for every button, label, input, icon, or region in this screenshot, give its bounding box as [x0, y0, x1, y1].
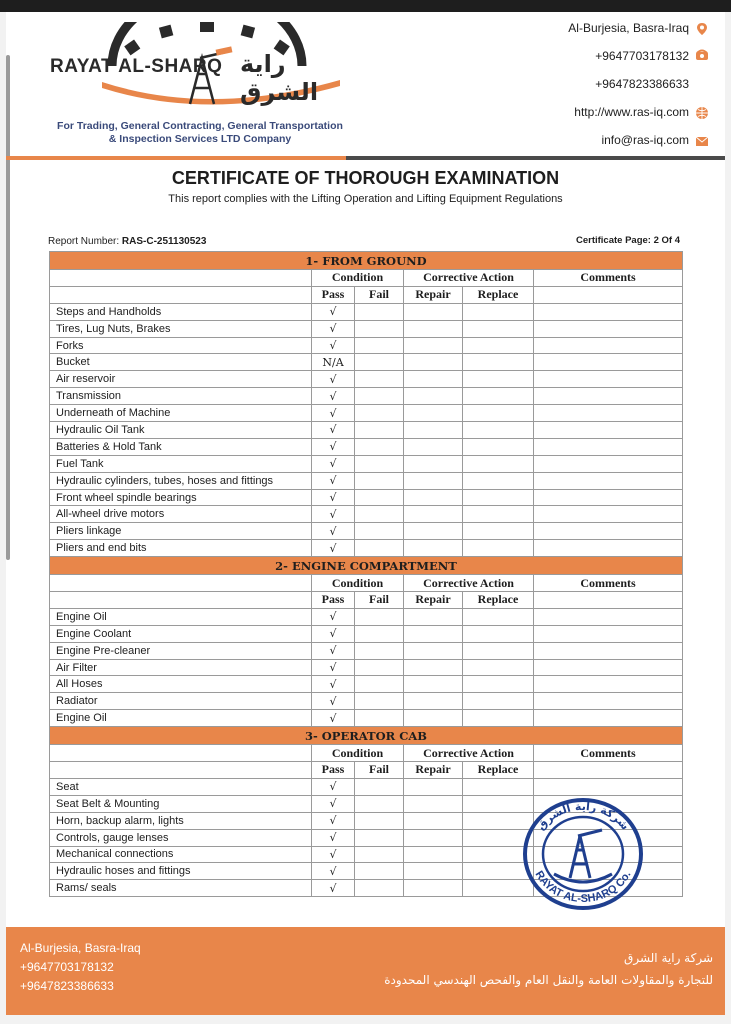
comments-cell [534, 608, 683, 625]
repair-cell [404, 405, 463, 422]
blank-header-cell [50, 270, 312, 287]
item-name: Air Filter [50, 659, 312, 676]
pass-cell: √ [312, 829, 355, 846]
fail-cell [355, 438, 404, 455]
comments-cell [534, 388, 683, 405]
globe-icon [695, 106, 709, 120]
repair-cell [404, 506, 463, 523]
fail-cell [355, 506, 404, 523]
replace-cell [463, 693, 534, 710]
table-row [50, 371, 683, 388]
comments-cell [534, 489, 683, 506]
item-name: Front wheel spindle bearings [50, 489, 312, 506]
item-name: Hydraulic hoses and fittings [50, 863, 312, 880]
top-bar [0, 0, 731, 12]
table-row [50, 625, 683, 642]
replace-cell [463, 472, 534, 489]
replace-cell [463, 422, 534, 439]
blank-header-cell [50, 286, 312, 303]
item-name: Air reservoir [50, 371, 312, 388]
repair-cell [404, 795, 463, 812]
fail-cell [355, 829, 404, 846]
section-header-row [50, 252, 683, 270]
phone-icon [695, 48, 709, 62]
item-name: Radiator [50, 693, 312, 710]
item-name: Seat [50, 778, 312, 795]
pass-cell: √ [312, 472, 355, 489]
replace-cell [463, 608, 534, 625]
comments-cell [534, 438, 683, 455]
item-name: Tires, Lug Nuts, Brakes [50, 320, 312, 337]
fail-cell [355, 642, 404, 659]
replace-header: Replace [463, 592, 534, 609]
replace-cell [463, 676, 534, 693]
contact-phone-2: +9647823386633 [595, 77, 689, 91]
replace-cell [463, 354, 534, 371]
repair-cell [404, 472, 463, 489]
pass-header: Pass [312, 286, 355, 303]
company-stamp [518, 794, 648, 914]
table-row [50, 659, 683, 676]
comments-cell [534, 642, 683, 659]
fail-cell [355, 625, 404, 642]
fail-cell [355, 455, 404, 472]
fail-cell [355, 489, 404, 506]
logo-text-ar: راية الشرق [240, 50, 319, 106]
item-name: Hydraulic cylinders, tubes, hoses and fittings [50, 472, 312, 489]
pass-cell: √ [312, 778, 355, 795]
repair-cell [404, 438, 463, 455]
item-name: Mechanical connections [50, 846, 312, 863]
comments-cell [534, 710, 683, 727]
contact-website[interactable]: http://www.ras-iq.com [574, 105, 689, 119]
fail-cell [355, 388, 404, 405]
pass-cell: √ [312, 659, 355, 676]
comments-cell [534, 540, 683, 557]
item-name: Engine Oil [50, 608, 312, 625]
corrective-action-header: Corrective Action [404, 270, 534, 287]
item-name: Pliers linkage [50, 523, 312, 540]
comments-cell [534, 337, 683, 354]
repair-header: Repair [404, 286, 463, 303]
repair-header: Repair [404, 762, 463, 779]
repair-cell [404, 880, 463, 897]
pass-cell: √ [312, 812, 355, 829]
comments-cell [534, 506, 683, 523]
document-subtitle: This report complies with the Lifting Operation and Lifting Equipment Regulations [168, 193, 563, 205]
replace-cell [463, 320, 534, 337]
replace-cell [463, 710, 534, 727]
tagline-line-1: For Trading, General Contracting, General Transportation [57, 120, 343, 132]
pass-cell: √ [312, 846, 355, 863]
item-name: Transmission [50, 388, 312, 405]
item-name: Seat Belt & Mounting [50, 795, 312, 812]
footer-company-ar [384, 947, 713, 991]
pass-cell: N/A [312, 354, 355, 371]
comments-blank-cell [534, 286, 683, 303]
column-group-row [50, 270, 683, 287]
repair-cell [404, 659, 463, 676]
item-name: Underneath of Machine [50, 405, 312, 422]
table-row [50, 455, 683, 472]
fail-cell [355, 846, 404, 863]
table-row [50, 438, 683, 455]
corrective-action-header: Corrective Action [404, 745, 534, 762]
repair-cell [404, 337, 463, 354]
condition-header: Condition [312, 270, 404, 287]
repair-cell [404, 354, 463, 371]
pass-cell: √ [312, 625, 355, 642]
comments-cell [534, 625, 683, 642]
table-row [50, 489, 683, 506]
pass-cell: √ [312, 523, 355, 540]
repair-cell [404, 608, 463, 625]
contact-email[interactable]: info@ras-iq.com [601, 133, 689, 147]
item-name: Horn, backup alarm, lights [50, 812, 312, 829]
location-icon [695, 22, 709, 36]
contact-address: Al-Burjesia, Basra-Iraq [568, 21, 689, 35]
comments-cell [534, 455, 683, 472]
fail-header: Fail [355, 762, 404, 779]
repair-cell [404, 846, 463, 863]
pass-cell: √ [312, 303, 355, 320]
pass-cell: √ [312, 795, 355, 812]
company-tagline [50, 120, 350, 146]
table-row [50, 472, 683, 489]
pass-cell: √ [312, 438, 355, 455]
table-row [50, 320, 683, 337]
comments-cell [534, 693, 683, 710]
item-name: Bucket [50, 354, 312, 371]
replace-cell [463, 659, 534, 676]
repair-cell [404, 693, 463, 710]
repair-cell [404, 371, 463, 388]
replace-cell [463, 642, 534, 659]
mail-icon [695, 134, 709, 148]
column-sub-row [50, 592, 683, 609]
table-row [50, 337, 683, 354]
repair-cell [404, 676, 463, 693]
footer-ar-name: شركة راية الشرق [624, 951, 713, 965]
item-name: Steps and Handholds [50, 303, 312, 320]
replace-cell [463, 371, 534, 388]
blank-header-cell [50, 745, 312, 762]
comments-cell [534, 778, 683, 795]
fail-cell [355, 405, 404, 422]
repair-cell [404, 642, 463, 659]
tagline-line-2: & Inspection Services LTD Company [108, 133, 292, 145]
corrective-action-header: Corrective Action [404, 575, 534, 592]
pass-cell: √ [312, 880, 355, 897]
fail-cell [355, 337, 404, 354]
company-logo [50, 22, 350, 118]
repair-cell [404, 778, 463, 795]
item-name: Fuel Tank [50, 455, 312, 472]
fail-cell [355, 523, 404, 540]
table-row [50, 608, 683, 625]
repair-cell [404, 455, 463, 472]
condition-header: Condition [312, 575, 404, 592]
pass-cell: √ [312, 642, 355, 659]
replace-cell [463, 489, 534, 506]
table-row [50, 354, 683, 371]
pass-cell: √ [312, 337, 355, 354]
fail-cell [355, 880, 404, 897]
replace-cell [463, 388, 534, 405]
comments-blank-cell [534, 592, 683, 609]
fail-header: Fail [355, 286, 404, 303]
column-group-row [50, 745, 683, 762]
item-name: All Hoses [50, 676, 312, 693]
pass-cell: √ [312, 455, 355, 472]
table-row [50, 523, 683, 540]
footer-address: Al-Burjesia, Basra-Iraq [20, 941, 141, 955]
section-header-row [50, 727, 683, 745]
comments-header: Comments [534, 270, 683, 287]
blank-header-cell [50, 575, 312, 592]
pass-cell: √ [312, 608, 355, 625]
footer-ar-desc: للتجارة والمقاولات العامة والنقل العام والفحص الهندسي المحدودة [384, 973, 713, 987]
repair-cell [404, 829, 463, 846]
column-sub-row [50, 286, 683, 303]
fail-cell [355, 710, 404, 727]
report-number-value: RAS-C-251130523 [121, 236, 207, 247]
table-row [50, 388, 683, 405]
item-name: Engine Oil [50, 710, 312, 727]
replace-cell [463, 540, 534, 557]
replace-cell [463, 625, 534, 642]
comments-cell [534, 405, 683, 422]
table-row [50, 676, 683, 693]
fail-cell [355, 371, 404, 388]
pass-cell: √ [312, 863, 355, 880]
pass-cell: √ [312, 320, 355, 337]
certificate-page: Certificate Page: 2 Of 4 [575, 235, 680, 246]
repair-cell [404, 523, 463, 540]
comments-cell [534, 371, 683, 388]
repair-cell [404, 303, 463, 320]
comments-cell [534, 676, 683, 693]
pass-cell: √ [312, 489, 355, 506]
pass-cell: √ [312, 710, 355, 727]
replace-cell [463, 337, 534, 354]
stamp-seal-icon [518, 794, 648, 914]
blank-header-cell [50, 592, 312, 609]
footer-contact [20, 939, 141, 996]
comments-header: Comments [534, 745, 683, 762]
comments-cell [534, 659, 683, 676]
table-row [50, 642, 683, 659]
repair-cell [404, 812, 463, 829]
table-row [50, 710, 683, 727]
replace-header: Replace [463, 762, 534, 779]
repair-cell [404, 863, 463, 880]
pass-cell: √ [312, 693, 355, 710]
comments-cell [534, 472, 683, 489]
item-name: Controls, gauge lenses [50, 829, 312, 846]
item-name: Batteries & Hold Tank [50, 438, 312, 455]
fail-header: Fail [355, 592, 404, 609]
fail-cell [355, 659, 404, 676]
table-row [50, 303, 683, 320]
pass-cell: √ [312, 388, 355, 405]
document-title: CERTIFICATE OF THOROUGH EXAMINATION [171, 168, 560, 188]
item-name: Engine Coolant [50, 625, 312, 642]
table-row [50, 405, 683, 422]
repair-cell [404, 489, 463, 506]
pass-header: Pass [312, 762, 355, 779]
logo-text-en: RAYAT AL-SHARQ [50, 56, 223, 77]
condition-header: Condition [312, 745, 404, 762]
replace-cell [463, 506, 534, 523]
blank-header-cell [50, 762, 312, 779]
section-title: 1- FROM GROUND [50, 252, 683, 270]
fail-cell [355, 693, 404, 710]
table-row [50, 693, 683, 710]
table-row [50, 540, 683, 557]
pass-cell: √ [312, 405, 355, 422]
repair-cell [404, 540, 463, 557]
comments-cell [534, 320, 683, 337]
repair-cell [404, 320, 463, 337]
fail-cell [355, 812, 404, 829]
comments-cell [534, 422, 683, 439]
pass-cell: √ [312, 676, 355, 693]
fail-cell [355, 778, 404, 795]
item-name: All-wheel drive motors [50, 506, 312, 523]
column-sub-row [50, 762, 683, 779]
comments-header: Comments [534, 575, 683, 592]
stamp-text-ar: شركة راية الشرق [534, 799, 632, 833]
item-name: Forks [50, 337, 312, 354]
pass-header: Pass [312, 592, 355, 609]
section-header-row [50, 557, 683, 575]
report-number-label: Report Number: [48, 236, 120, 247]
replace-cell [463, 438, 534, 455]
replace-header: Replace [463, 286, 534, 303]
replace-cell [463, 778, 534, 795]
pass-cell: √ [312, 506, 355, 523]
comments-cell [534, 523, 683, 540]
column-group-row [50, 575, 683, 592]
page-footer [6, 927, 725, 1015]
pass-cell: √ [312, 422, 355, 439]
fail-cell [355, 795, 404, 812]
fail-cell [355, 608, 404, 625]
repair-cell [404, 422, 463, 439]
repair-cell [404, 625, 463, 642]
comments-blank-cell [534, 762, 683, 779]
footer-phone-2: +9647823386633 [20, 979, 114, 993]
stamp-text-en: RAYAT AL-SHARQ Co. [532, 868, 634, 906]
fail-cell [355, 540, 404, 557]
item-name: Hydraulic Oil Tank [50, 422, 312, 439]
section-title: 3- OPERATOR CAB [50, 727, 683, 745]
item-name: Pliers and end bits [50, 540, 312, 557]
comments-cell [534, 354, 683, 371]
comments-cell [534, 303, 683, 320]
replace-cell [463, 405, 534, 422]
fail-cell [355, 354, 404, 371]
fail-cell [355, 863, 404, 880]
item-name: Engine Pre-cleaner [50, 642, 312, 659]
table-row [50, 422, 683, 439]
pass-cell: √ [312, 540, 355, 557]
fail-cell [355, 303, 404, 320]
repair-cell [404, 388, 463, 405]
replace-cell [463, 455, 534, 472]
fail-cell [355, 472, 404, 489]
fail-cell [355, 320, 404, 337]
section-title: 2- ENGINE COMPARTMENT [50, 557, 683, 575]
item-name: Rams/ seals [50, 880, 312, 897]
table-row [50, 778, 683, 795]
pass-cell: √ [312, 371, 355, 388]
fail-cell [355, 676, 404, 693]
table-row [50, 506, 683, 523]
repair-cell [404, 710, 463, 727]
replace-cell [463, 523, 534, 540]
repair-header: Repair [404, 592, 463, 609]
fail-cell [355, 422, 404, 439]
contact-phone-1: +9647703178132 [595, 49, 689, 63]
scrollbar[interactable] [6, 55, 10, 560]
report-number [48, 236, 206, 247]
footer-phone-1: +9647703178132 [20, 960, 114, 974]
replace-cell [463, 303, 534, 320]
header-divider-accent [6, 156, 346, 160]
